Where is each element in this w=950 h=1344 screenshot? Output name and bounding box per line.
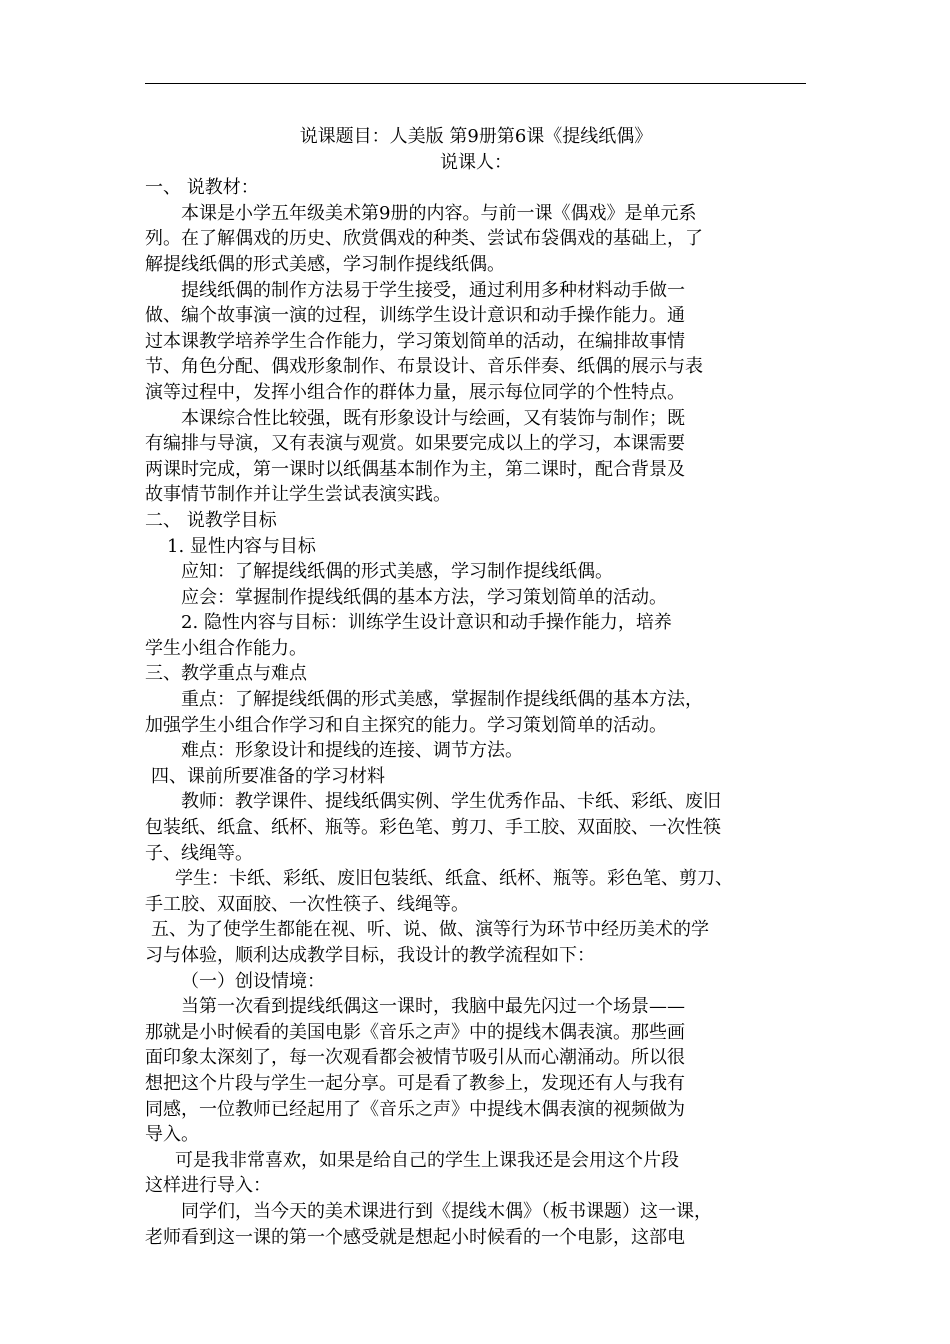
text-line: 两课时完成，第一课时以纸偶基本制作为主，第二课时，配合背景及	[145, 458, 685, 480]
body-text	[145, 175, 807, 1250]
text-line: 解提线纸偶的形式美感，学习制作提线纸偶。	[145, 253, 505, 275]
text-line: 这样进行导入：	[145, 1175, 271, 1197]
text-line: 故事情节制作并让学生尝试表演实践。	[145, 484, 451, 506]
text-line: 五、为了使学生都能在视、听、说、做、演等行为环节中经历美术的学	[151, 919, 709, 941]
text-line: 面印象太深刻了，每一次观看都会被情节吸引从而心潮涌动。所以很	[145, 1047, 685, 1069]
text-line: 老师看到这一课的第一个感受就是想起小时候看的一个电影，这部电	[145, 1226, 685, 1248]
text-line: 难点：形象设计和提线的连接、调节方法。	[181, 740, 523, 762]
text-line: 过本课教学培养学生合作能力，学习策划简单的活动，在编排故事情	[145, 330, 685, 352]
text-line: 2. 隐性内容与目标：训练学生设计意识和动手操作能力，培养	[181, 612, 672, 634]
text-line: 想把这个片段与学生一起分享。可是看了教参上，发现还有人与我有	[145, 1072, 685, 1094]
text-line: 那就是小时候看的美国电影《音乐之声》中的提线木偶表演。那些画	[145, 1021, 685, 1043]
text-line: 做、编个故事演一演的过程，训练学生设计意识和动手操作能力。通	[145, 305, 685, 327]
text-line: 节、角色分配、偶戏形象制作、布景设计、音乐伴奏、纸偶的展示与表	[145, 356, 703, 378]
text-line: 列。在了解偶戏的历史、欣赏偶戏的种类、尝试布袋偶戏的基础上，了	[145, 228, 703, 250]
text-line: 一、 说教材：	[145, 177, 259, 199]
text-line: 包装纸、纸盒、纸杯、瓶等。彩色笔、剪刀、手工胶、双面胶、一次性筷	[145, 817, 721, 839]
text-line: 三、教学重点与难点	[145, 663, 307, 685]
text-line: 教师：教学课件、提线纸偶实例、学生优秀作品、卡纸、彩纸、废旧	[181, 791, 721, 813]
document-body	[145, 124, 807, 1250]
text-line: 学生小组合作能力。	[145, 637, 307, 659]
header-rule	[145, 83, 806, 84]
text-line: 有编排与导演，又有表演与观赏。如果要完成以上的学习，本课需要	[145, 433, 685, 455]
text-line: 习与体验，顺利达成教学目标，我设计的教学流程如下：	[145, 945, 595, 966]
speaker-line: 说课人：	[440, 151, 512, 173]
text-line: 1. 显性内容与目标	[167, 535, 316, 557]
text-line: 加强学生小组合作学习和自主探究的能力。学习策划简单的活动。	[145, 714, 667, 736]
text-line: 重点：了解提线纸偶的形式美感，掌握制作提线纸偶的基本方法，	[181, 689, 703, 711]
text-line: 手工胶、双面胶、一次性筷子、线绳等。	[145, 893, 469, 915]
text-line: 应知：了解提线纸偶的形式美感，学习制作提线纸偶。	[181, 561, 613, 583]
text-line: 演等过程中，发挥小组合作的群体力量，展示每位同学的个性特点。	[145, 381, 685, 403]
text-line: 同学们，当今天的美术课进行到《提线木偶》（板书课题）这一课，	[181, 1200, 712, 1222]
text-line: 学生：卡纸、彩纸、废旧包装纸、纸盒、纸杯、瓶等。彩色笔、剪刀、	[175, 868, 733, 890]
text-line: 当第一次看到提线纸偶这一课时，我脑中最先闪过一个场景——	[181, 996, 685, 1018]
text-line: 提线纸偶的制作方法易于学生接受，通过利用多种材料动手做一	[181, 279, 685, 301]
text-line: 可是我非常喜欢，如果是给自己的学生上课我还是会用这个片段	[175, 1149, 679, 1171]
text-line: 本课综合性比较强，既有形象设计与绘画，又有装饰与制作；既	[181, 407, 685, 429]
text-line: （一）创设情境：	[181, 970, 325, 992]
lesson-title: 说课题目：人美版 第9册第6课《提线纸偶》	[299, 126, 653, 147]
text-line: 导入。	[145, 1124, 199, 1146]
text-line: 应会：掌握制作提线纸偶的基本方法，学习策划简单的活动。	[181, 586, 667, 608]
text-line: 同感，一位教师已经起用了《音乐之声》中提线木偶表演的视频做为	[145, 1098, 685, 1120]
text-line: 四、课前所要准备的学习材料	[151, 765, 385, 787]
text-line: 子、线绳等。	[145, 842, 253, 864]
text-line: 本课是小学五年级美术第9册的内容。与前一课《偶戏》是单元系	[181, 202, 697, 224]
text-line: 二、 说教学目标	[145, 509, 277, 531]
